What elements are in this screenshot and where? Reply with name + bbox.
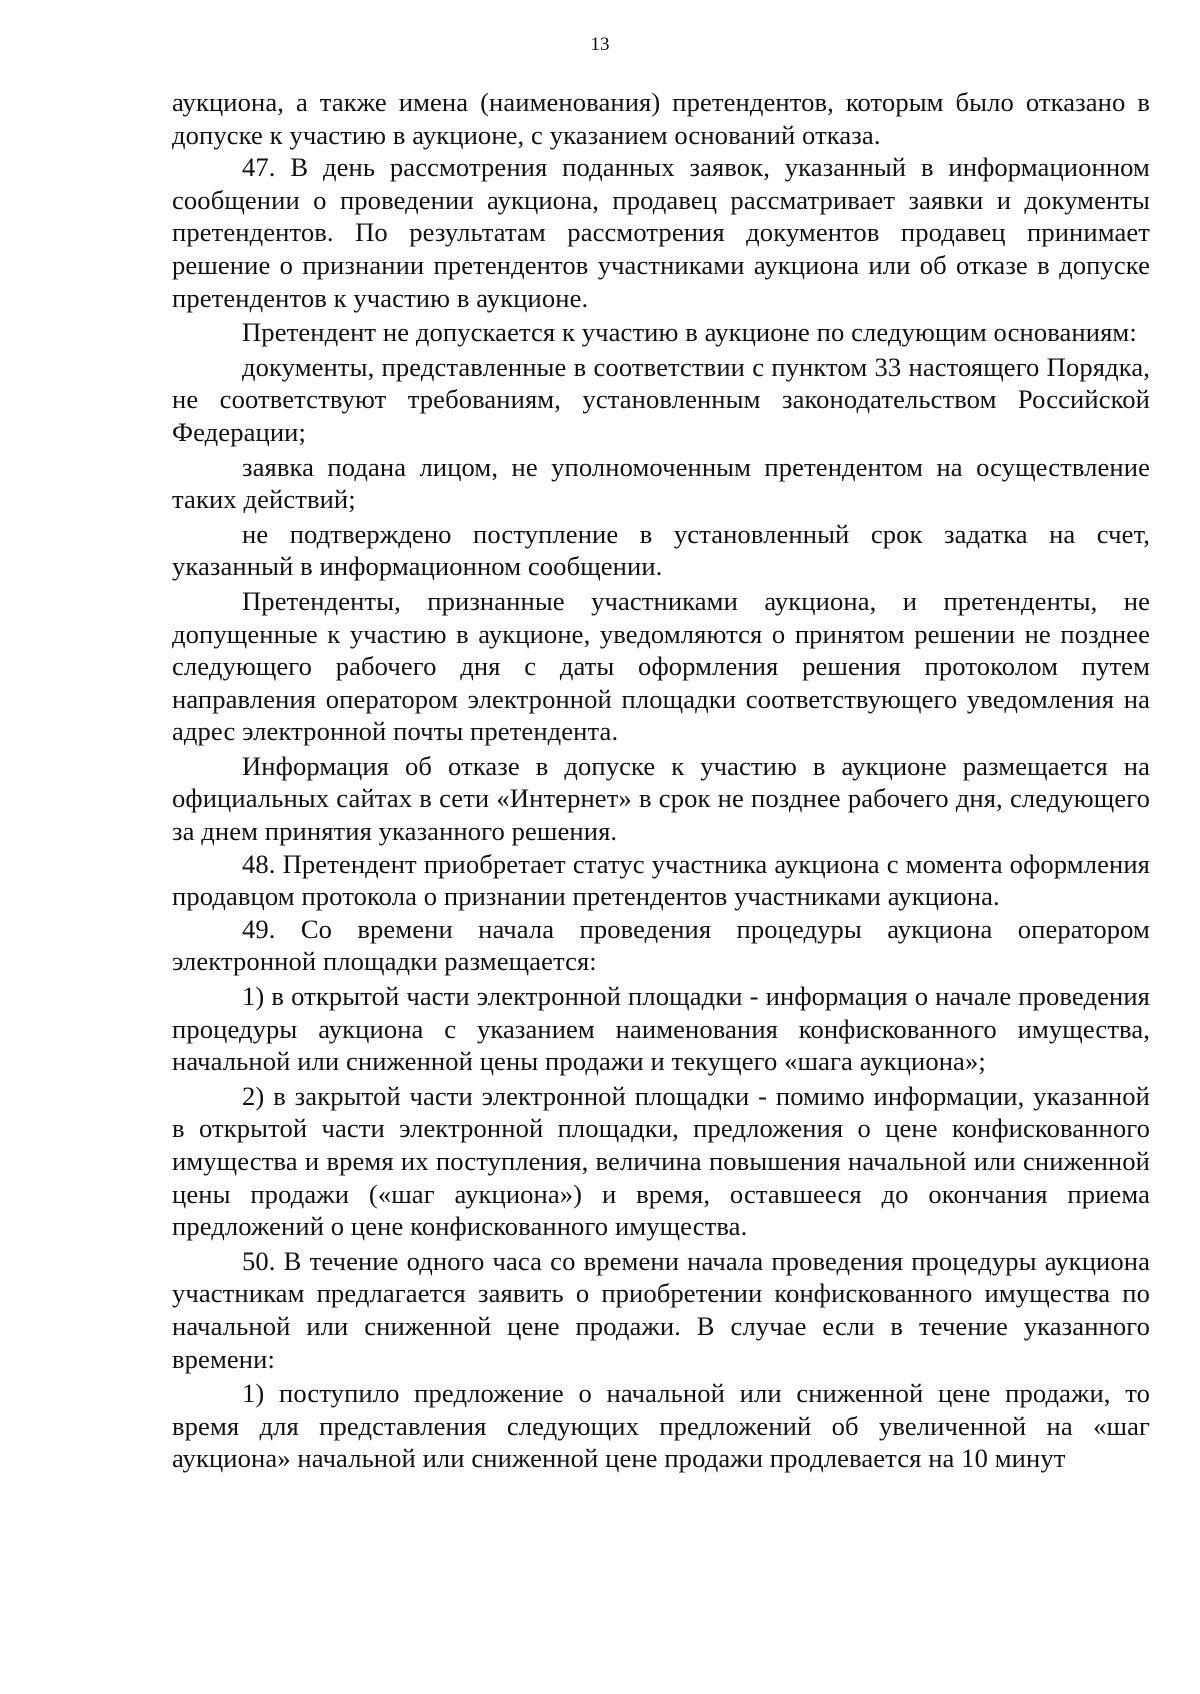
paragraph-item-50-1: 1) поступило предложение о начальной или сниженной цене продажи, то время для представления следующих предложений об увеличенной на «шаг аукциона» начальной или сниженной цене продажи продлевается на 10 минут xyxy=(172,1378,1150,1474)
paragraph-item-49-2: 2) в закрытой части электронной площадки - помимо информации, указанной в открытой части электронной площадки, предложения о цене конфискованного имущества и время их поступления, величина повышения начальной или сниженной цены продажи («шаг аукциона») и время, оставшееся до окончания приема предложений о цене конфискованного имущества. xyxy=(172,1080,1150,1242)
paragraph-notification: Претенденты, признанные участниками аукциона, и претенденты, не допущенные к участию в аукционе, уведомляются о принятом решении не позднее следующего рабочего дня с даты оформления решения протоколом путем направления оператором электронной площадки соответствующего уведомления на адрес электронной почты претендента. xyxy=(172,585,1150,747)
paragraph-ground-unauthorized: заявка подана лицом, не уполномоченным претендентом на осуществление таких действий; xyxy=(172,451,1150,515)
paragraph-item-49-1: 1) в открытой части электронной площадки - информация о начале проведения процедуры аукциона с указанием наименования конфискованного имущества, начальной или сниженной цены продажи и текущего «шага аукциона»; xyxy=(172,981,1150,1077)
paragraph-refusal-info: Информация об отказе в допуске к участию в аукционе размещается на официальных сайтах в сети «Интернет» в срок не позднее рабочего дня, следующего за днем принятия указанного решения. xyxy=(172,750,1150,847)
paragraph-item-47: 47. В день рассмотрения поданных заявок, указанный в информационном сообщении о проведении аукциона, продавец рассматривает заявки и документы претендентов. По результатам рассмотрения документов продавец принимает решение о признании претендентов участниками аукциона или об отказе в допуске претендентов к участию в аукционе. xyxy=(172,152,1150,313)
paragraph-continuation: аукциона, а также имена (наименования) претендентов, которым было отказано в допуске к участию в аукционе, с указанием оснований отказа. xyxy=(172,87,1150,150)
paragraph-rejection-grounds: Претендент не допускается к участию в аукционе по следующим основаниям: xyxy=(242,317,1137,348)
paragraph-ground-deposit: не подтверждено поступление в установленный срок задатка на счет, указанный в информационном сообщении. xyxy=(172,518,1150,582)
paragraph-item-48: 48. Претендент приобретает статус участника аукциона с момента оформления продавцом протокола о признании претендентов участниками аукциона. xyxy=(172,848,1150,912)
paragraph-item-50: 50. В течение одного часа со времени начала проведения процедуры аукциона участникам предлагается заявить о приобретении конфискованного имущества по начальной или сниженной цене продажи. В случае если в течение указанного времени: xyxy=(172,1245,1150,1374)
paragraph-item-49: 49. Со времени начала проведения процедуры аукциона оператором электронной площадки размещается: xyxy=(172,913,1150,977)
paragraph-ground-documents: документы, представленные в соответствии с пунктом 33 настоящего Порядка, не соответствуют требованиям, установленным законодательством Российской Федерации; xyxy=(172,351,1150,447)
document-body xyxy=(172,86,1150,1475)
page-number: 13 xyxy=(590,34,610,55)
